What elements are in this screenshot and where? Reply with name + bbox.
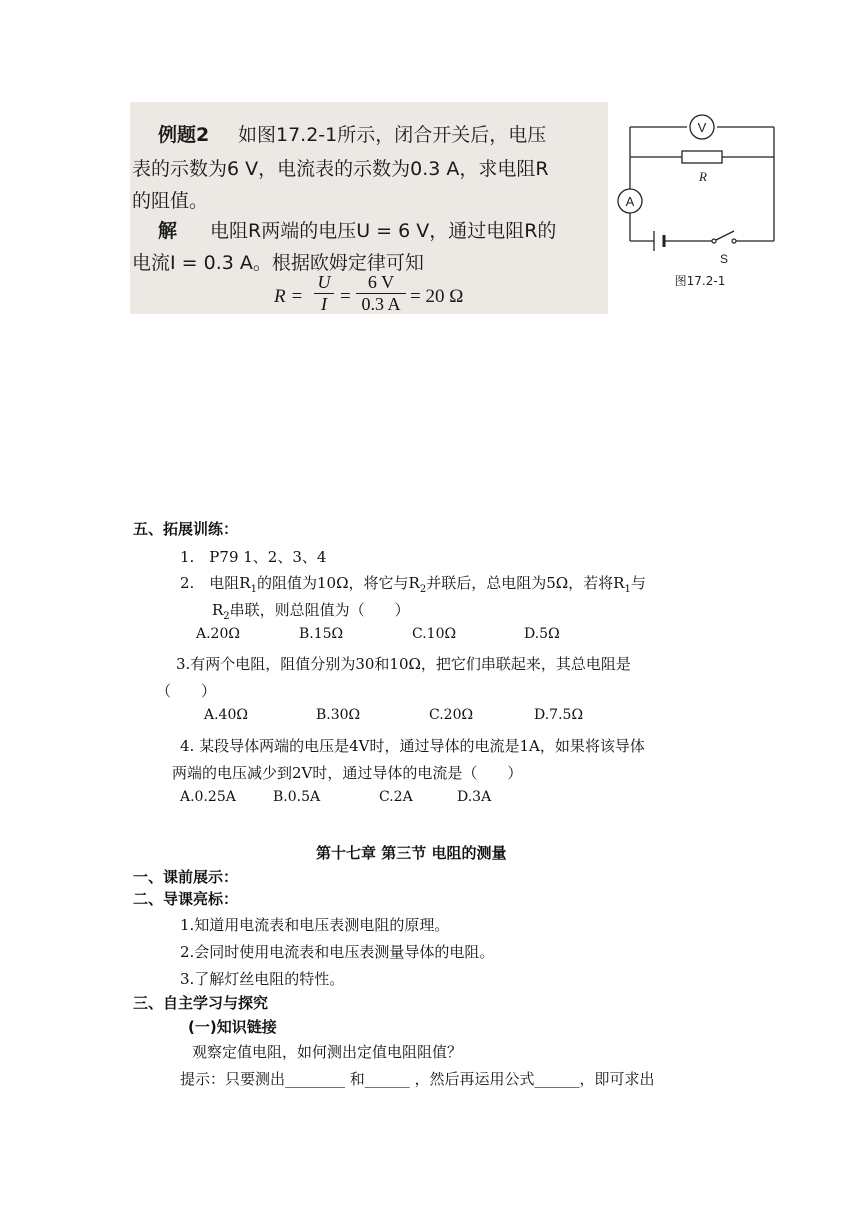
equation-result: = 20 Ω (410, 286, 464, 307)
fraction-u-over-i (314, 272, 334, 315)
example-label: 例题2 (158, 124, 210, 146)
q3-option-c: C.20Ω (429, 707, 474, 723)
fraction-numerator-value: 6 V (367, 272, 395, 292)
subscript-2b: 2 (223, 611, 230, 622)
question-3-line1: 3.有两个电阻，阻值分别为30和10Ω，把它们串联起来，其总电阻是 (176, 655, 631, 673)
question-1: 1. P79 1、2、3、4 (180, 548, 327, 566)
question-4-line1: 4. 某段导体两端的电压是4V时，通过导体的电流是1A，如果将该导体 (180, 737, 645, 755)
switch-label: S (719, 252, 729, 266)
resistor-label: R (699, 169, 707, 184)
q2-part-c: 并联后，总电阻为5Ω，若将R (426, 574, 625, 592)
circuit-diagram (612, 105, 792, 305)
q3-option-d: D.7.5Ω (534, 707, 584, 723)
solution-line1: 电阻R两端的电压U = 6 V，通过电阻R的 (210, 220, 557, 242)
fraction-denominator-value: 0.3 A (361, 294, 401, 314)
fraction-values (356, 272, 406, 315)
q4-option-d: D.3A (457, 789, 492, 805)
section-one-heading: 一、课前展示： (133, 868, 239, 886)
section-two-heading: 二、导课亮标： (133, 890, 239, 908)
q4-option-a: A.0.25A (180, 789, 236, 805)
q2-part-f: 串联，则总阻值为（ ） (229, 601, 410, 619)
fraction-denominator: I (321, 294, 327, 314)
voltmeter-symbol: V (697, 120, 707, 135)
voltmeter-icon (690, 115, 714, 139)
fraction-numerator: U (317, 272, 331, 292)
subscript-2: 2 (419, 584, 427, 595)
ammeter-icon (618, 189, 642, 213)
knowledge-link-heading: (一)知识链接 (188, 1018, 277, 1036)
example-text-line1: 如图17.2-1所示，闭合开关后，电压 (238, 124, 547, 146)
equation-lhs: R = (274, 286, 304, 307)
equation-equals: = (340, 286, 351, 307)
q4-option-c: C.2A (379, 789, 413, 805)
example-scan (130, 102, 608, 314)
q2-option-d: D.5Ω (524, 626, 560, 642)
question-2-line2 (212, 599, 410, 622)
q2-option-c: C.10Ω (412, 626, 457, 642)
q2-option-b: B.15Ω (299, 626, 344, 642)
switch-icon (712, 231, 736, 243)
subscript-1b: 1 (624, 584, 631, 595)
q2-part-d: 与 (630, 574, 646, 592)
observation-prompt: 观察定值电阻，如何测出定值电阻阻值？ (192, 1043, 463, 1061)
q3-option-b: B.30Ω (316, 707, 361, 723)
solution-line2: 电流I = 0.3 A。根据欧姆定律可知 (132, 252, 424, 274)
question-3-line2: （ ） (156, 682, 217, 700)
q3-option-a: A.40Ω (204, 707, 248, 723)
example-text-line2: 表的示数为6 V，电流表的示数为0.3 A，求电阻R (132, 158, 549, 180)
q2-part-a: 2. 电阻R (180, 574, 251, 592)
question-2-line1 (180, 572, 646, 595)
resistor-icon (682, 151, 722, 163)
section-five-heading: 五、拓展训练： (133, 520, 239, 538)
q2-part-e: R (212, 601, 224, 619)
q4-option-b: B.0.5A (273, 789, 321, 805)
solution-label: 解 (158, 220, 178, 242)
subscript-1: 1 (250, 584, 257, 595)
question-4-line2: 两端的电压减少到2V时，通过导体的电流是（ ） (172, 764, 523, 782)
chapter-title: 第十七章 第三节 电阻的测量 (316, 844, 507, 862)
figure-caption: 图17.2-1 (674, 274, 726, 288)
goal-1: 1.知道用电流表和电压表测电阻的原理。 (180, 916, 450, 934)
hint-line: 提示：只要测出________ 和______ ，然后再运用公式______，即可求出 (180, 1070, 655, 1088)
example-text-line3: 的阻值。 (132, 190, 209, 212)
q2-option-a: A.20Ω (196, 626, 240, 642)
section-three-heading: 三、自主学习与探究 (133, 994, 269, 1012)
goal-3: 3.了解灯丝电阻的特性。 (180, 970, 345, 988)
battery-icon (654, 231, 664, 251)
ammeter-symbol: A (625, 194, 635, 209)
q2-part-b: 的阻值为10Ω，将它与R (256, 574, 420, 592)
goal-2: 2.会同时使用电流表和电压表测量导体的电阻。 (180, 943, 495, 961)
